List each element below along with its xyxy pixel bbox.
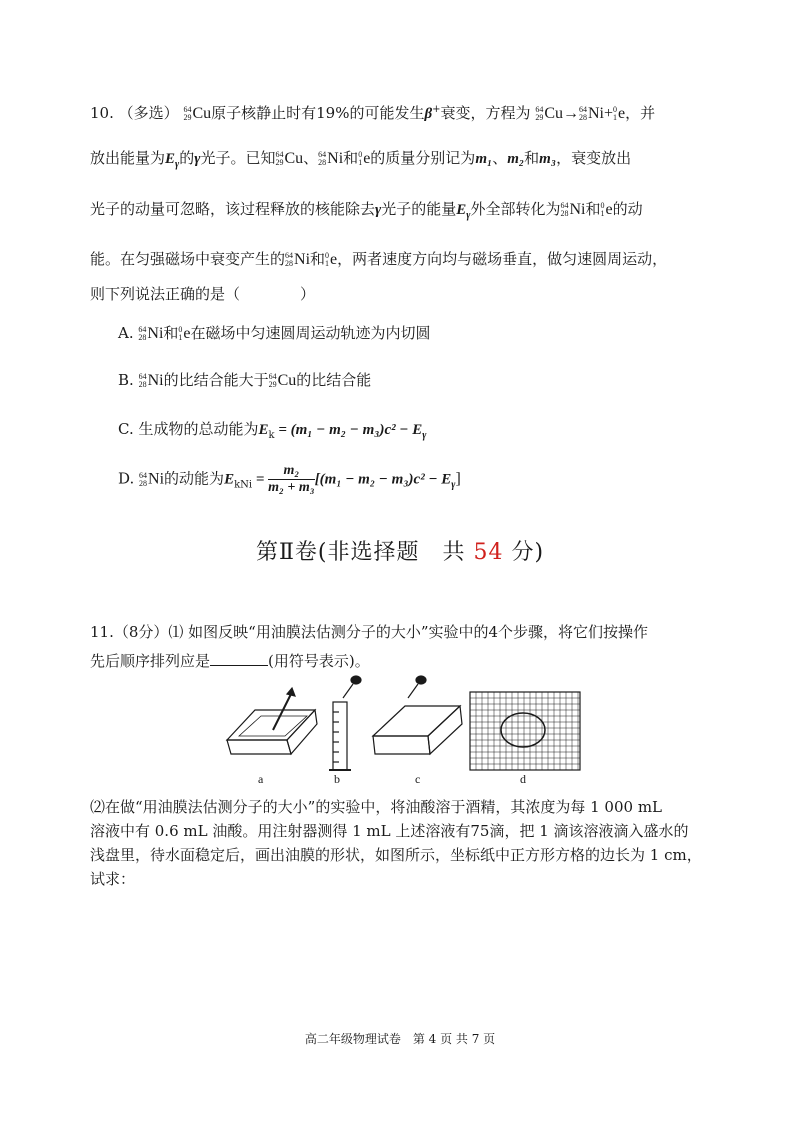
figure-c-block-icon — [373, 676, 462, 754]
beta-symbol: β — [424, 106, 433, 122]
figure-d-grid-icon — [470, 692, 580, 770]
q10-line-1: 10. （多选） 64 29 Cu原子核静止时有19%的可能发生β+衰变，方程为 64 29 Cu→ 64 28 Ni+ 0 1 e，并 — [90, 104, 656, 122]
figure-label-b: b — [334, 772, 340, 786]
question-number: 10. — [90, 104, 114, 122]
question-tag: （多选） — [118, 104, 179, 122]
option-a: A. 64 28 Ni和 0 1 e在磁场中匀速圆周运动轨迹为内切圆 — [118, 324, 431, 342]
q11-part2-line-1: ⑵在做“用油膜法估测分子的大小”的实验中，将油酸溶于酒精，其浓度为每 1 000 mL — [90, 798, 663, 816]
experiment-figure — [215, 670, 585, 790]
option-b: B. 64 28 Ni的比结合能大于 64 29 Cu的比结合能 — [118, 371, 372, 389]
q11-part2-line-2: 溶液中有 0.6 mL 油酸。用注射器测得 1 mL 上述溶液有75滴，把 1 滴该溶液滴入盛水的 — [90, 822, 689, 840]
arrow-icon: → — [563, 105, 579, 122]
option-c: C. 生成物的总动能为$E_k = (m_1 - m_2 - m_3)c^2 - E_\gamma$ — [118, 420, 427, 441]
q10-line-3: 光子的动量可忽略，该过程释放的核能除去γ光子的能量$E_\gamma$外全部转化为 64 28 Ni和 0 1 e的动 — [90, 200, 643, 221]
fraction: $\frac{\text{m₂}}{\text{m₂ + m₃}}$ — [268, 463, 315, 495]
q10-line-4: 能。在匀强磁场中衰变产生的 64 28 Ni和 0 1 e，两者速度方向均与磁场垂直，做匀速圆周运动， — [90, 250, 668, 268]
figure-label-a: a — [258, 772, 264, 786]
section-heading: 第Ⅱ卷(非选择题 共 54 分) — [255, 540, 545, 565]
option-d: D. 64 28 Ni的动能为$E_{kNi}$ = $\frac{\text{m₂}}{\text{m₂ + m₃}}$ $[(m_1 - m_2 - m_3)c^2 - E_\gamma]$ — [118, 463, 461, 495]
q11-part2-line-3: 浅盘里，待水面稳定后，画出油膜的形状，如图所示，坐标纸中正方形方格的边长为 1 cm， — [90, 846, 702, 864]
answer-blank[interactable] — [210, 651, 268, 666]
figure-label-c: c — [415, 772, 421, 786]
q11-part2-line-4: 试求： — [90, 870, 136, 888]
q10-line-5: 则下列说法正确的是（ ） — [90, 285, 316, 303]
q10-line-2: 放出能量为$E_\gamma$的γ光子。已知 64 29 Cu、 64 28 Ni和 0 1 e的质量分别记为m₁、m₂和m₃，衰变放出 — [90, 149, 632, 170]
page-footer: 高二年级物理试卷 第 4 页 共 7 页 — [304, 1032, 496, 1046]
cu-symbol: Cu — [192, 105, 212, 122]
cu-nuclide-index: 64 29 — [183, 105, 192, 122]
section-score: 54 — [473, 540, 504, 565]
q11-line-1: 11.（8分）⑴ 如图反映“用油膜法估测分子的大小”实验中的4个步骤，将它们按操作 — [90, 623, 649, 641]
q11-line-2: 先后顺序排列应是 (用符号表示)。 — [90, 652, 370, 670]
figure-b-cylinder-icon — [329, 676, 361, 770]
figure-a-tray-icon — [227, 688, 317, 754]
figure-label-d: d — [520, 772, 526, 786]
